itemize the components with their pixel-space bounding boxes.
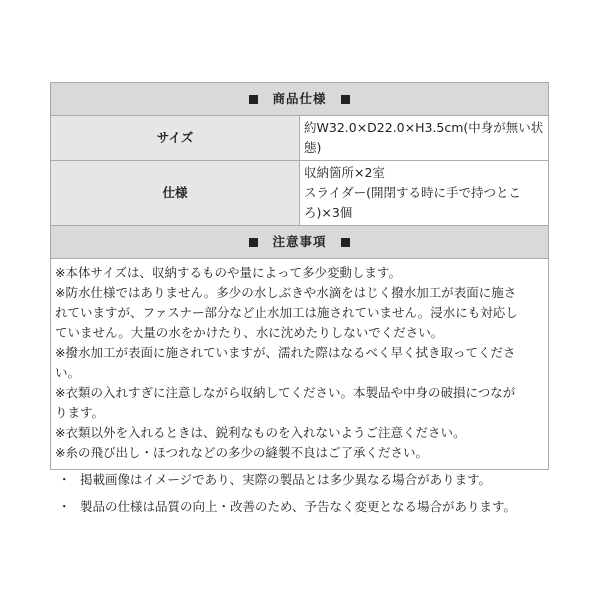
square-bullet-icon: [341, 238, 350, 247]
spec-section-header: [51, 83, 549, 116]
square-bullet-icon: [249, 238, 258, 247]
footnote-item: [58, 470, 558, 497]
spec-label-size: サイズ: [51, 116, 300, 161]
spec-row-size: [51, 116, 549, 161]
caution-line: ※撥水加工が表面に施されていますが、濡れた際はなるべく早く拭き取ってくださ: [55, 345, 516, 360]
caution-section-header: [51, 226, 549, 259]
caution-line: れていますが、ファスナー部分など止水加工は施されていません。浸水にも対応し: [55, 305, 518, 320]
footnote-text: 掲載画像はイメージであり、実際の製品とは多少異なる場合があります。: [80, 472, 492, 487]
caution-section-title: 注意事項: [272, 234, 327, 249]
caution-notes: [51, 259, 549, 470]
spec-value-line: 約W32.0×D22.0×H3.5cm(中身が無い状態): [304, 120, 544, 155]
square-bullet-icon: [249, 95, 258, 104]
spec-label-spec: 仕様: [51, 161, 300, 226]
caution-line: ※本体サイズは、収納するものや量によって多少変動します。: [55, 265, 401, 280]
product-spec-table: [50, 82, 549, 470]
caution-line: ていません。大量の水をかけたり、水に沈めたりしないでください。: [55, 325, 444, 340]
caution-line: ※糸の飛び出し・ほつれなどの多少の縫製不良はご了承ください。: [55, 445, 428, 460]
caution-line: ※防水仕様ではありません。多少の水しぶきや水滴をはじく撥水加工が表面に施さ: [55, 285, 517, 300]
spec-section-title: 商品仕様: [272, 91, 327, 106]
spec-value-spec: [300, 161, 549, 226]
spec-value-size: [300, 116, 549, 161]
spec-row-spec: [51, 161, 549, 226]
footnote-list: [58, 470, 558, 524]
footnote-item: [58, 497, 558, 524]
caution-line: ります。: [55, 405, 105, 420]
spec-value-line: スライダー(開閉する時に手で持つところ)×3個: [304, 185, 522, 220]
footnote-bullet: ・: [58, 499, 71, 514]
footnote-bullet: ・: [58, 472, 71, 487]
caution-line: い。: [55, 365, 81, 380]
spec-value-line: 収納箇所×2室: [304, 165, 385, 180]
caution-line: ※衣類の入れすぎに注意しながら収納してください。本製品や中身の破損につなが: [55, 385, 516, 400]
footnote-text: 製品の仕様は品質の向上・改善のため、予告なく変更となる場合があります。: [80, 499, 517, 514]
square-bullet-icon: [341, 95, 350, 104]
caution-line: ※衣類以外を入れるときは、鋭利なものを入れないようご注意ください。: [55, 425, 466, 440]
